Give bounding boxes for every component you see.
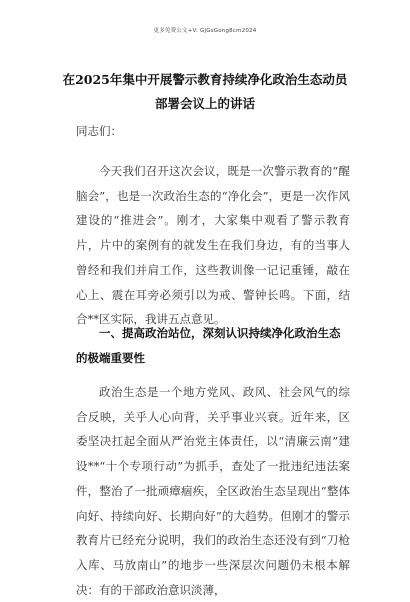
section-paragraph: 政治生态是一个地方党风、政风、社会风气的综合反映，关乎人心向背，关乎事业兴衰。近年来，区委坚决扛起全面从严治党主体责任，以“清廉云南”建设**“十个专项行动”为抓手，查处了一批违纪违法案件，整治了一批顽瘴痼疾，全区政治生态呈现出“整体向好、持续向好、长期向好”的大趋势。但刚才的警示教育片已经充分说明，我们的政治生态还没有到“刀枪入库、马放南山”的地步一些深层次问题仍未根本解决：有的干部政治意识淡薄， xyxy=(76,385,350,597)
intro-paragraph: 今天我们召开这次会议，既是一次警示教育的“醒脑会”，也是一次政治生态的“净化会”，更是一次作风建设的“推进会”。刚才，大家集中观看了警示教育片，片中的案例有的就发生在我们身边，有的当事人曾经和我们并肩工作，这些教训像一记记重锤，敲在心上、震在耳旁必须引以为戒、警钟长鸣。下面，结合**区实际，我讲五点意见。 xyxy=(76,164,350,327)
section-heading: 一、提高政治站位，深刻认识持续净化政治生态的极端重要性 xyxy=(76,326,341,365)
salutation: 同志们： xyxy=(76,124,122,138)
header-note: 更多免费公文+V: GjGsGong8cm2024 xyxy=(153,28,257,34)
document-title: 在2025年集中开展警示教育持续净化政治生态动员部署会议上的讲话 xyxy=(62,72,348,111)
